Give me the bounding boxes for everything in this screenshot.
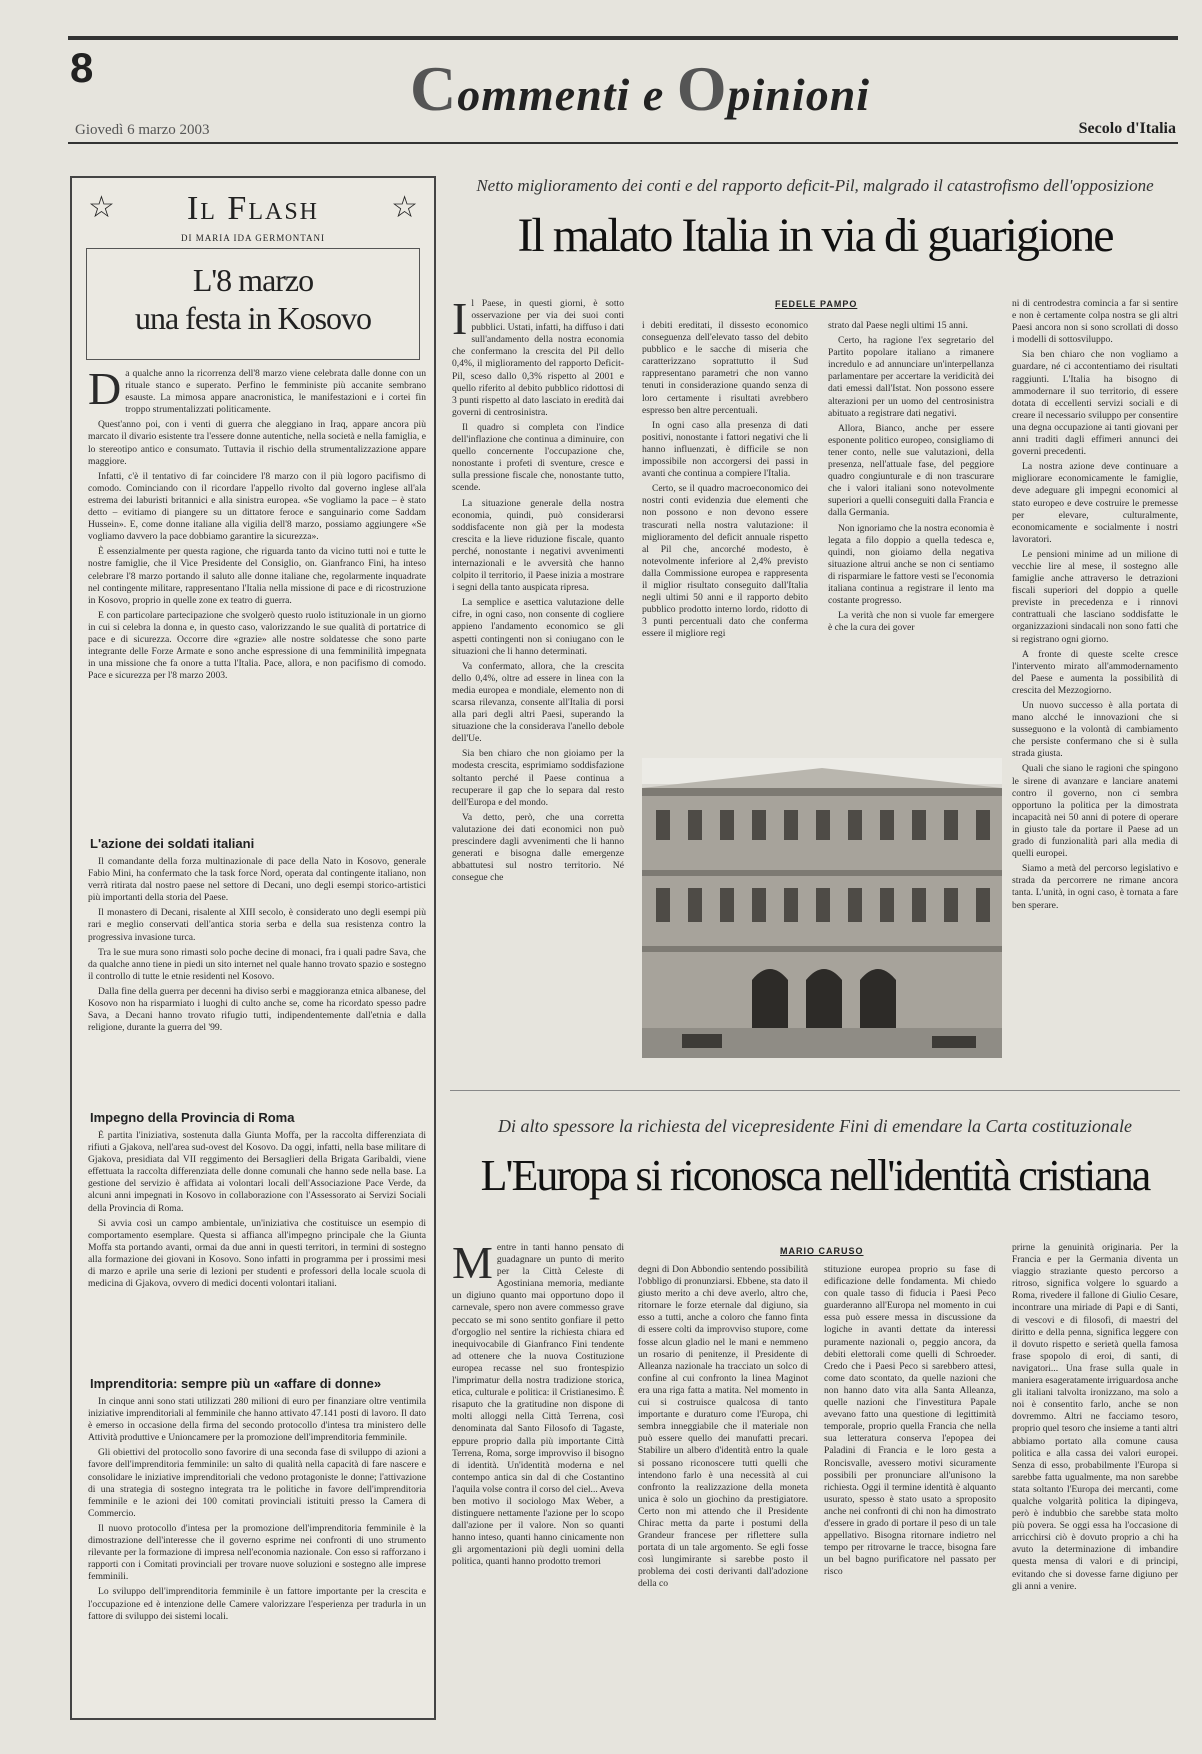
- flash-title: Il Flash: [186, 190, 320, 227]
- flash-text-2: [88, 1130, 426, 1360]
- article1-kicker: Netto miglioramento dei conti e del rapporto deficit-Pil, malgrado il catastrofismo dell'opposizione: [476, 176, 1154, 195]
- paragraph: Infatti, c'è il tentativo di far coincidere l'8 marzo con il più logoro pacifismo di comodo. Cominciando con il ricordare l'appello rivolto dal governo inglese all'ala estrema dei laburisti britannici e alla sinistra europea. «Se vogliamo la pace – è stato detto – evitiamo di piangere su un dittatore feroce e sanguinario come Saddam Hussein». E, come donne italiane alla vigilia dell'8 marzo, possiamo aggiungere «Se vogliamo davvero la pace dobbiamo garantire la sicurezza».: [88, 470, 426, 543]
- article1-col4: ni di centrodestra comincia a far si sentire e non è certamente colpa nostra se gli altri Paesi ancora non si sono scrollati di dosso i modelli di sottosviluppo. Sia ben chiaro che non vogliamo a guardare, né ci accontentiamo dei risultati raggiunti. L'Italia ha bisogno di ammodernare il suo territorio, di essere dotata di eccellenti servizi sociali e di creare il necessario sviluppo per consentire una degna occupazione ai tanti giovani per anni traditi dagli effimeri annunci dei governi precedenti. La nostra azione deve continuare a migliorare economicamente le famiglie, deve adeguare gli impegni economici al stato europeo e deve costruire le premesse per elevare, culturalmente, economicamente e socialmente i nostri lavoratori. Le pensioni minime ad un milione di vecchie lire al mese, il sostegno alle famiglie anche attraverso le detrazioni fiscali superiori del doppio a quelle previste in precedenza e i rinnovi contrattuali che lasciano soddisfatte le organizzazioni sindacali non sono fatti che si registrano ogni giorno. A fronte di queste scelte cresce l'intervento mirato all'ammodernamento del Paese e aumenta la possibilità di crescita del Mezzogiorno. Un nuovo successo è alla portata di mano alcché le innovazioni che si susseguono e la volontà di cambiamento che persiste confermano che si è sulla strada giusta. Quali che siano le ragioni che spingono le sirene di avanzare e lanciare anatemi contro il governo, non ci sembra opportuno la politica per la dimostrata incapacità nei 50 anni di potere di operare in giusto tale da portare il Paese ad un grado di funzionalità pari alla media di quelli europei. Siamo a metà del percorso legislativo e strada da percorrere ne rimane ancora tanta. L'unità, in ogni caso, è tornata a fare ben sperare.: [1012, 298, 1178, 911]
- flash-headline-line1: L'8 marzo: [192, 262, 314, 298]
- article2-col2: degni di Don Abbondio sentendo possibilità l'obbligo di pronunziarsi. Ebbene, sta dato il giusto merito a chi deve averlo, altro che, ritornare le forze eternale dal digiuno, sia esso a tutti, anche a coloro che fanno finta di essere colti da improvviso stupore, come fosse alcun gladio nel le mani e nemmeno un rosario di penitenze, il Presidente di Alleanza nazionale ha tracciato un solco di confine al cui confronto la linea Maginot era una riga fatta a matita. Nel momento in cui si costruisce qualcosa di tanto importante e duraturo come l'Europa, chi sembra inneggiabile che il materiale non può essere quello dei manufatti precari. Stabilire un albero d'identità entro la quale si possano riconoscere tutti quelli che intendono farlo è una necessità al cui confronto la realizzazione della moneta unica è solo un giochino da prestigiatore. Certo non mi attendo che il Presidente Chirac metta da parte i postumi della Grandeur francese per riflettere sulla portata di un tale argomento. Se egli fosse così lungimirante si sarebbe posto il problema dei costi derivanti dall'adozione della co: [638, 1264, 808, 1590]
- paragraph: Un nuovo successo è alla portata di mano alcché le innovazioni che si susseguono e la volontà di cambiamento che persiste confermano che si è sulla strada giusta.: [1012, 700, 1178, 760]
- paragraph: In ogni caso alla presenza di dati positivi, nonostante i fattori negativi che li hanno influenzati, è difficile se non impossibile non accorgersi dei passi in avanti che continua a compiere l'Italia.: [642, 419, 808, 480]
- paragraph: La situazione generale della nostra economia, quindi, può considerarsi soddisfacente non già per la modesta crescita e la lieve riduzione fiscale, quanto perché, nonostante i negativi avvenimenti internazionali e le avversità che hanno colpito il territorio, il Paese inizia a mostrare i segni della tanto auspicata ripresa.: [452, 497, 624, 594]
- flash-text: [88, 368, 426, 838]
- paragraph: Il monastero di Decani, risalente al XIII secolo, è considerato uno degli esempi più rari e meglio conservati dell'antica storia serba e della sua resistenza contro la progressiva invasione turca.: [88, 907, 426, 943]
- paragraph: È partita l'iniziativa, sostenuta dalla Giunta Moffa, per la raccolta differenziata di rifiuti a Gjakova, nell'area sud-ovest del Kosovo. Da oggi, infatti, nella base militare di Gjakova, presidiata dal VII reggimento dei Bersaglieri della Brigata Garibaldi, viene effettuata la raccolta differenziata delle donne comunali che hanno sede nella base. La gestione del servizio è affidata ai volontari locali dell'Associazione Pace Verde, da alcuni anni impegnati in Kosovo in collaborazione con l'Assessorato ai Servizi Sociali della Provincia di Roma.: [88, 1130, 426, 1214]
- paragraph: La semplice e asettica valutazione delle cifre, in ogni caso, non consente di cogliere appieno l'andamento economico se gli aspetti contingenti non si coniugano con le situazioni che li hanno determinati.: [452, 597, 624, 657]
- building-photo: [642, 758, 1002, 1058]
- paragraph: Si avvia così un campo ambientale, un'iniziativa che costituisce un esempio di comportamento esemplare. Questa si affianca all'impegno principale che la Giunta Moffa sta portando avanti, ormai da due anni in questi territori, in termini di sostegno alla formazione dei giovani in Kosovo. Sono infatti in programma per i prossimi mesi di marzo e aprile una serie di lezioni per studenti e professori della locale scuola di medicina di Gjakova, ovvero di medici docenti volontari italiani.: [88, 1217, 426, 1290]
- paragraph: Il quadro si completa con l'indice dell'inflazione che continua a diminuire, con quello concernente l'occupazione che, nonostante i profeti di sventure, cresce e sulla pressione fiscale che, nonostante tutto, scende.: [452, 421, 624, 494]
- paragraph: Va detto, però, che una corretta valutazione dei dati economici non può prescindere dagli avvenimenti che li hanno generati e bisogna dalle emergenze abbattutesi sul nostro territorio. Né consegue che: [452, 811, 624, 884]
- flash-headline-line2: una festa in Kosovo: [134, 300, 372, 336]
- star-icon: ☆: [88, 191, 115, 224]
- paragraph: Va confermato, allora, che la crescita dello 0,4%, oltre ad essere in linea con la media europea e mondiale, elemento non di scarsa rilevanza, consente all'Italia di porsi alla pari degli altri Paesi, superando la situazione che la considerava l'anello debole dell'Ue.: [452, 660, 624, 745]
- paragraph: Quest'anno poi, con i venti di guerra che aleggiano in Iraq, appare ancora più marcato il divario esistente tra l'essere donne autentiche, nella società e nella famiglia, e lo stereotipo antico e consumato. Tuttavia il rischio della strumentalizzazione appare maggiore.: [88, 419, 426, 467]
- paragraph: Dalla fine della guerra per decenni ha diviso serbi e maggioranza etnica albanese, del Kosovo non ha risparmiato i luoghi di culto anche se, come ha ricordato spesso padre Sava, a Decani hanno trovato rifugio tutti, indipendentemente dall'etnia e dalla religione, durante la guerra del '99.: [88, 985, 426, 1034]
- article2-headline: L'Europa si riconosca nell'identità cristiana: [480, 1151, 1150, 1200]
- article2-kicker: Di alto spessore la richiesta del vicepresidente Fini di emendare la Carta costituzionale: [498, 1116, 1132, 1136]
- article1-dropcap: I: [452, 298, 468, 344]
- article2-col4: prirne la genuinità originaria. Per la Francia e per la Germania diventa un viaggio straziante questo percorso a ritroso, significa volgere lo sguardo a Roma, rivedere il fallone di Giulio Cesare, incontrare una miriade di Papi e di Santi, di vescovi e di filosofi, di maestri del diritto e della penna, significa leggere con il dovuto rispetto e serietà quella famosa frase spopolo di eroi, di santi, di navigatori... Una frase sulla quale in maniera esageratamente irriguardosa anche gli italiani talvolta ironizzano, ma solo a noi è consentito farlo, anche se non dovremmo. Altri ne facciamo tesoro, proprio quel tesoro che insieme a tanti altri abbiamo portato alla comune causa politica e alla cassa dei valori europei. Senza di esso, probabilmente l'Europa si sarebbe fatta ugualmente, ma non sarebbe stata soltanto l'Europa dei mercanti, come qualche volgarità politica la dipingeva, però è indubbio che sarebbe stata molto più povera. Se oggi essa ha l'occasione di arricchirsi ciò è dovuto proprio a chi ha avuto la determinazione di imbandire questa mensa di valori e di principi, evitando che si dovesse farne digiuno per gli anni a venire.: [1012, 1242, 1178, 1592]
- building-illustration: [642, 758, 1002, 1058]
- article1-author: FEDELE PAMPO: [775, 299, 858, 309]
- paragraph: La nostra azione deve continuare a migliorare economicamente le famiglie, deve adeguare gli impegni economici al stato europeo e deve costruire le premesse per elevare, culturalmente, economicamente e socialmente i nostri lavoratori.: [1012, 461, 1178, 545]
- paragraph: Allora, Bianco, anche per essere esponente politico europeo, consigliamo di tener conto, nelle sue valutazioni, della presenza, nell'attuale fase, del peggiore quadro congiunturale e di non trascurare che i valori italiani sono notevolmente superiori a quelli conseguiti dalla Francia e dalla Germania.: [828, 422, 994, 519]
- article1-col2: i debiti ereditati, il dissesto economico conseguenza dell'elevato tasso del debito pubblico e le sacche di miseria che caratterizzano soprattutto il Sud rappresentano parametri che non vanno tenuti in considerazione quando senza di loro certamente i risultati avrebbero espresso ben altre percentuali. In ogni caso alla presenza di dati positivi, nonostante i fattori negativi che li hanno influenzati, è difficile se non impossibile non accorgersi dei passi in avanti che continua a compiere l'Italia. Certo, se il quadro macroeconomico dei nostri conti evidenzia due elementi che non possono e non devono essere trascurati nella nostra valutazione: il miglioramento del deficit annuale rispetto al Pil che, ancorché modesto, è notevolmente inferiore al 2,4% previsto dalla Commissione europea e rappresenta il miglior risultato conseguito dall'Italia negli ultimi 50 anni e il rapporto debito pubblico prodotto interno lordo, ridotto di 3 punti percentuali dato che conferma essere il migliore regi: [642, 320, 808, 640]
- flash-dropcap: D: [88, 368, 122, 414]
- article2-dropcap: M: [452, 1242, 493, 1288]
- newspaper-name: Secolo d'Italia: [1078, 120, 1176, 137]
- article-divider: [450, 1090, 1180, 1091]
- paragraph: Non ignoriamo che la nostra economia è legata a filo doppio a quella tedesca e, quindi, non gioiamo della negativa situazione altrui anche se non ci sentiamo di risparmiare le fattore vesti se l'economia italiana continua a registrare il lento ma costante progresso.: [828, 522, 994, 607]
- paragraph: In cinque anni sono stati utilizzati 280 milioni di euro per finanziare oltre ventimila iniziative imprenditoriali al femminile che hanno attivato 47.141 posti di lavoro. Il dato è emerso in occasione della firma del secondo protocollo d'intesa tra ministero delle Attività produttive e Unioncamere per la promozione dell'imprenditoria femminile.: [88, 1396, 426, 1444]
- paragraph: Sia ben chiaro che non vogliamo a guardare, né ci accontentiamo dei risultati raggiunti. L'Italia ha bisogno di ammodernare il suo territorio, di essere dotata di eccellenti servizi sociali e di creare il necessario sviluppo per consentire una degna occupazione ai tanti giovani per anni traditi dagli effimeri annunci dei governi precedenti.: [1012, 349, 1178, 458]
- paragraph: Gli obiettivi del protocollo sono favorire di una seconda fase di sviluppo di azioni a favore dell'imprenditoria femminile: un salto di qualità nella capacità di fare nascere e consolidare le iniziative imprenditoriali che vedono protagoniste le donne; l'attivazione di una strategia di sostegno integrata tra le politiche in favore dell'imprenditoria femminile e le azioni dei 100 comitati provinciali istituiti presso la Camera di Commercio.: [88, 1447, 426, 1519]
- paragraph: Sia ben chiaro che non gioiamo per la modesta crescita, esprimiamo soddisfazione soltanto perché il Paese continua a recuperare il gap che lo separa dal resto dell'Europa e del mondo.: [452, 748, 624, 808]
- masthead-rule: [68, 142, 1178, 144]
- article2-col1: Mentre in tanti hanno pensato di guadagnare un punto di merito per la Città Celeste di Agostiniana memoria, mediante un digiuno quanto mai opportuno dopo il carnevale, spero non avere commesso grave peccato se mi sono sentito gonfiare il petto d'orgoglio nel sentire la richiesta chiara ed inequivocabile di Gianfranco Fini tendente ad ottenere che la nuova Costituzione europea recasse nel suo frontespizio l'imprimatur della nostra tradizione storica, etica, culturale e politica: il Cristianesimo. È risaputo che la gratitudine non dispone di molti alloggi nella Città Terrena, così denominata dal Santo Filosofo di Tagaste, eppure proprio dalla più importante Città Terrena, Roma, sorge improvviso il bisogno di identità. Un'identità moderna e nel contempo antica sin dal di che Costantino l'aquila volse contra il corso del ciel... Aveva ben motivo il sociologo Max Weber, a distinguere nettamente l'azione per lo scopo dall'azione per il valore. Non so quanti hanno inteso, quanti hanno cinicamente non gli argomentazioni più degli uomini della politica, quanti hanno prodotto tremori: [452, 1242, 624, 1568]
- article2-col3: stituzione europea proprio su fase di edificazione delle fondamenta. Mi chiedo con quale tasso di fiducia i Paesi Peco guarderanno all'Europa nel momento in cui essa può essere messa in discussione da logiche in avanti dettate da interessi puramente nazionali o, peggio ancora, da debiti elettorali come quelli di Schroeder. Credo che i Paesi Peco si sarebbero attesi, come dato scontato, da quelle nazioni che non hanno dato vita alla Santa Alleanza, quelle nazioni che l'investitura Papale avevano fatto una questione di legittimità temporale, proprio quella Francia che nella sua letteratura conserva l'epopea dei Paladini di Francia e le loro gesta a Roncisvalle, avessero motivi sicuramente possibili per pronunciare all'unisono la richiesta. Oggi il termine identità è alquanto usurato, spesso è stato usato a sproposito anche nei confronti di chi non ha dimostrato d'essere in grado di portare il peso di un tale appellativo. Bisogna ritornare indietro nel tempo per ritrovarne le tracce, bisogna fare un bel bagno purificatore nel passato per risco: [824, 1264, 996, 1578]
- article1-headline: Il malato Italia in via di guarigione: [517, 209, 1113, 262]
- paragraph: Siamo a metà del percorso legislativo e strada da percorrere ne rimane ancora tanta. L'unità, in ogni caso, è tornata a fare ben sperare.: [1012, 863, 1178, 911]
- flash-text-1: [88, 856, 426, 1096]
- flash-subheading-1: L'azione dei soldati italiani: [90, 836, 255, 851]
- article1-col1: Il Paese, in questi giorni, è sotto osservazione per via dei suoi conti pubblici. Ustati, infatti, ha diffuso i dati sull'andamento della nostra economia che confermano la crescita del Pil dello 0,4%, il miglioramento del rapporto Deficit-Pil, sceso dallo 0,3% rispetto al 2001 e quello riferito al debito pubblico ridottosi di 3 punti rispetto al dato lasciato in eredità dai governi di centrosinistra. Il quadro si completa con l'indice dell'inflazione che continua a diminuire, con quello concernente l'occupazione che, nonostante i profeti di sventure, cresce e sulla pressione fiscale che, nonostante tutto, scende. La situazione generale della nostra economia, quindi, può considerarsi soddisfacente non già per la modesta crescita e la lieve riduzione fiscale, quanto perché, nonostante i negativi avvenimenti internazionali e le avversità che hanno colpito il territorio, il Paese inizia a mostrare i segni della tanto auspicata ripresa. La semplice e asettica valutazione delle cifre, in ogni caso, non consente di cogliere appieno l'andamento economico se gli aspetti contingenti non si coniugano con le situazioni che li hanno determinati. Va confermato, allora, che la crescita dello 0,4%, oltre ad essere in linea con la media europea e mondiale, elemento non di scarsa rilevanza, consente all'Italia di porsi alla pari degli altri Paesi, superando la situazione che la considerava l'anello debole dell'Ue. Sia ben chiaro che non gioiamo per la modesta crescita, esprimiamo soddisfazione soltanto perché il Paese continua a recuperare il gap che lo separa dal resto dell'Europa e del mondo. Va detto, però, che una corretta valutazione dei dati economici non può prescindere dagli avvenimenti che li hanno generati e bisogna dalle emergenze abbattutesi sul nostro territorio. Né consegue che: [452, 298, 624, 884]
- flash-text-3: [88, 1396, 426, 1708]
- paragraph: È essenzialmente per questa ragione, che riguarda tanto da vicino tutti noi e tutte le nostre famiglie, che il Vice Presidente del Consiglio, on. Gianfranco Fini, ha inteso celebrare l'8 marzo portando il saluto alle donne italiane che, regolarmente inquadrate nel contingente militare, rappresentano l'Italia nella missione di pace e di ricostruzione in Kosovo, proprio in quelle zone ex teatro di guerra.: [88, 546, 426, 606]
- paragraph: E con particolare partecipazione che svolgerò questo ruolo istituzionale in un giorno in cui si celebra la donna e, in questo caso, valorizzando le sue qualità di portatrice di pace e di sicurezza. Occorre dire «grazie» alle nostre soldatesse che sono parte integrante delle Forze Armate e sono anche espressione di una femminilità impegnata in una missione che fa onore a tutta l'Italia. Pace, allora, e non pacifismo di comodo. Pace e sicurezza per l'8 marzo 2003.: [88, 609, 426, 682]
- page-number: 8: [70, 44, 94, 91]
- issue-date: Giovedì 6 marzo 2003: [75, 122, 210, 138]
- paragraph: Lo sviluppo dell'imprenditoria femminile è un fattore importante per la crescita e l'occupazione ed è intenzione delle Camere valorizzare l'esperienza per tradurla in un fattore di sviluppo dei sistemi locali.: [88, 1586, 426, 1622]
- paragraph: Certo, ha ragione l'ex segretario del Partito popolare italiano a rimanere incredulo e ad annunciare un'interpellanza parlamentare per accertare la veridicità dei dati emessi dall'Istat. Non possono essere alterazioni per un uomo del centrosinistra abituato a registrare dati negativi.: [828, 335, 994, 419]
- paragraph: Il comandante della forza multinazionale di pace della Nato in Kosovo, generale Fabio Mini, ha confermato che la task force Nord, operata dal contingente italiano, non verrà ritirata dal nostro paese nel settore di Decani, uno degli esempi storico-artistici più importanti della storia del Paese.: [88, 856, 426, 904]
- paragraph: A fronte di queste scelte cresce l'intervento mirato all'ammodernamento del Paese e aumenta la possibilità di crescita del Mezzogiorno.: [1012, 648, 1178, 696]
- top-rule: [68, 36, 1178, 40]
- paragraph: Quali che siano le ragioni che spingono le sirene di avanzare e lanciare anatemi contro il governo, non ci sembra opportuno la politica per la dimostrata incapacità nei 50 anni di potere di operare in giusto tale da portare il Paese ad un grado di funzionalità pari alla media di quelli europei.: [1012, 763, 1178, 860]
- paragraph: Certo, se il quadro macroeconomico dei nostri conti evidenzia due elementi che non possono e non devono essere trascurati nella nostra valutazione: il miglioramento del deficit annuale rispetto al Pil che, ancorché modesto, è notevolmente inferiore al 2,4% previsto dalla Commissione europea e rappresenta il miglior risultato conseguito dall'Italia negli ultimi 50 anni e il rapporto debito pubblico prodotto interno lordo, ridotto di 3 punti percentuali dato che conferma essere il migliore regi: [642, 483, 808, 640]
- paragraph: Tra le sue mura sono rimasti solo poche decine di monaci, fra i quali padre Sava, che da qualche anno tiene in piedi un sito internet nel quale hanno trovato spazio e sostegno il controllo di tutte le etnie residenti nel Kosovo.: [88, 946, 426, 982]
- flash-subheading-3: Imprenditoria: sempre più un «affare di donne»: [90, 1376, 382, 1391]
- article1-col3: strato dal Paese negli ultimi 15 anni. Certo, ha ragione l'ex segretario del Partito popolare italiano a rimanere incredulo e ad annunciare un'interpellanza parlamentare per accertare la veridicità dei dati emessi dall'Istat. Non possono essere alterazioni per un uomo del centrosinistra abituato a registrare dati negativi. Allora, Bianco, anche per essere esponente politico europeo, consigliamo di tener conto, nelle sue valutazioni, della presenza, nell'attuale fase, del peggiore quadro congiunturale e di non trascurare che i valori italiani sono notevolmente superiori a quelli conseguiti dalla Francia e dalla Germania. Non ignoriamo che la nostra economia è legata a filo doppio a quella tedesca e, quindi, non gioiamo della negativa situazione altrui anche se non ci sentiamo di risparmiare le fattore vesti se l'economia italiana continua a registrare il lento ma costante progresso. La verità che non si vuole far emergere è che la cura dei gover: [828, 320, 994, 634]
- flash-subheading-2: Impegno della Provincia di Roma: [90, 1110, 295, 1125]
- section-title: Commenti e Opinioni: [410, 53, 871, 124]
- flash-headline-box: [86, 248, 420, 360]
- star-icon: ☆: [391, 191, 418, 224]
- paragraph: Le pensioni minime ad un milione di vecchie lire al mese, il sostegno alle famiglie anche attraverso le detrazioni fiscali superiori del doppio a quelle previste in precedenza e i rinnovi contrattuali che lasciano soddisfatte le organizzazioni sindacali non sono fatti che si registrano ogni giorno.: [1012, 548, 1178, 645]
- article2-author: MARIO CARUSO: [780, 1246, 864, 1256]
- flash-intro: a qualche anno la ricorrenza dell'8 marzo viene celebrata dalle donne con un rituale stanco e superato. Perfino le femministe più accanite sembrano esauste. La mimosa appare anacronistica, le manifestazioni e i cortei fin troppo strumentalizzati politicamente.: [125, 368, 426, 416]
- flash-byline: DI MARIA IDA GERMONTANI: [180, 233, 326, 243]
- paragraph: La verità che non si vuole far emergere è che la cura dei gover: [828, 610, 994, 634]
- paragraph: Il nuovo protocollo d'intesa per la promozione dell'imprenditoria femminile è la dimostrazione dell'interesse che il governo esprime nei confronti di uno strumento rilevante per la formazione di impresa nell'economia nazionale. Con esso si rafforzano i rapporti con i Comitati provinciali per trovare nuove soluzioni e sostegno alle imprese femminili.: [88, 1522, 426, 1583]
